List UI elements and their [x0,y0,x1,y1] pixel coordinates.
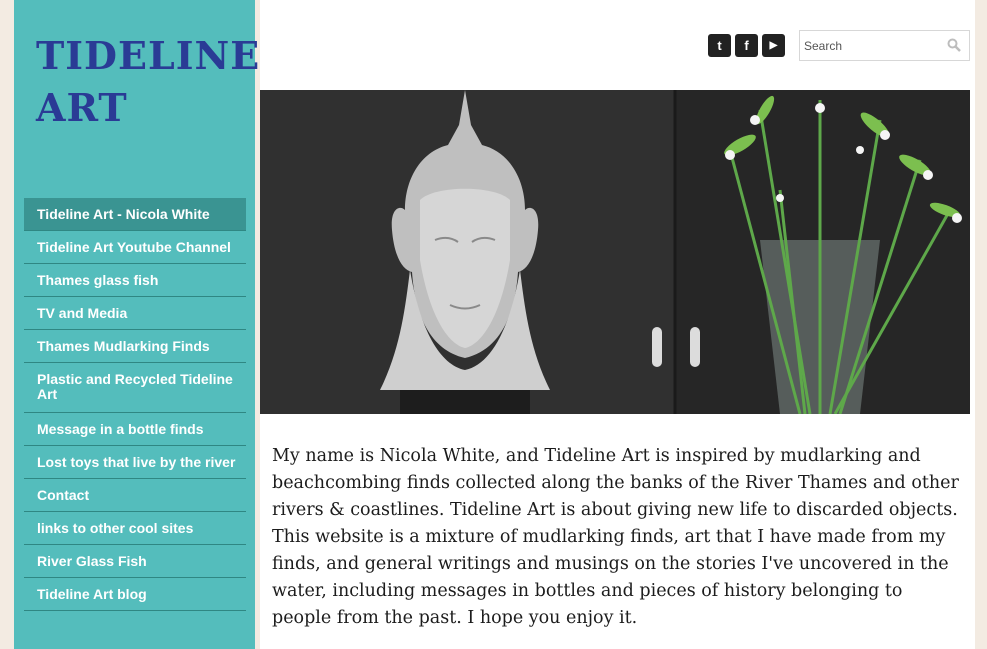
nav-item-thames-glass-fish[interactable]: Thames glass fish [24,264,246,297]
sidebar-nav [24,198,246,611]
facebook-icon[interactable]: f [735,34,758,57]
logo-line-1: TIDELINE [36,33,261,78]
nav-item-home[interactable]: Tideline Art - Nicola White [24,198,246,231]
search-icon[interactable] [947,38,961,52]
nav-item-youtube-channel[interactable]: Tideline Art Youtube Channel [24,231,246,264]
sidebar [14,0,261,649]
search-box [799,30,970,61]
nav-item-mudlarking-finds[interactable]: Thames Mudlarking Finds [24,330,246,363]
social-links [708,34,785,57]
main-content [260,0,975,649]
intro-paragraph: My name is Nicola White, and Tideline Art is inspired by mudlarking and beachcombing finds collected along the banks of the River Thames and other rivers & coastlines. Tideline Art is about giving new life to discarded objects. This website is a mixture of mudlarking finds, art that I have made from my finds, and general writings and musings on the stories I've uncovered in the water, including messages in bottles and pieces of history belonging to people from the past. I hope you enjoy it. [272,446,959,628]
nav-item-tv-media[interactable]: TV and Media [24,297,246,330]
nav-item-links[interactable]: links to other cool sites [24,512,246,545]
nav-item-contact[interactable]: Contact [24,479,246,512]
nav-item-lost-toys[interactable]: Lost toys that live by the river [24,446,246,479]
twitter-icon[interactable]: t [708,34,731,57]
logo-line-2: ART [36,85,128,130]
site-logo[interactable] [36,30,261,134]
nav-item-message-bottle[interactable]: Message in a bottle finds [24,413,246,446]
hero-image [260,90,970,414]
nav-item-river-glass-fish[interactable]: River Glass Fish [24,545,246,578]
search-input[interactable] [804,39,939,53]
youtube-icon[interactable]: ▶ [762,34,785,57]
nav-item-blog[interactable]: Tideline Art blog [24,578,246,611]
nav-item-plastic-recycled[interactable]: Plastic and Recycled Tideline Art [24,363,246,413]
